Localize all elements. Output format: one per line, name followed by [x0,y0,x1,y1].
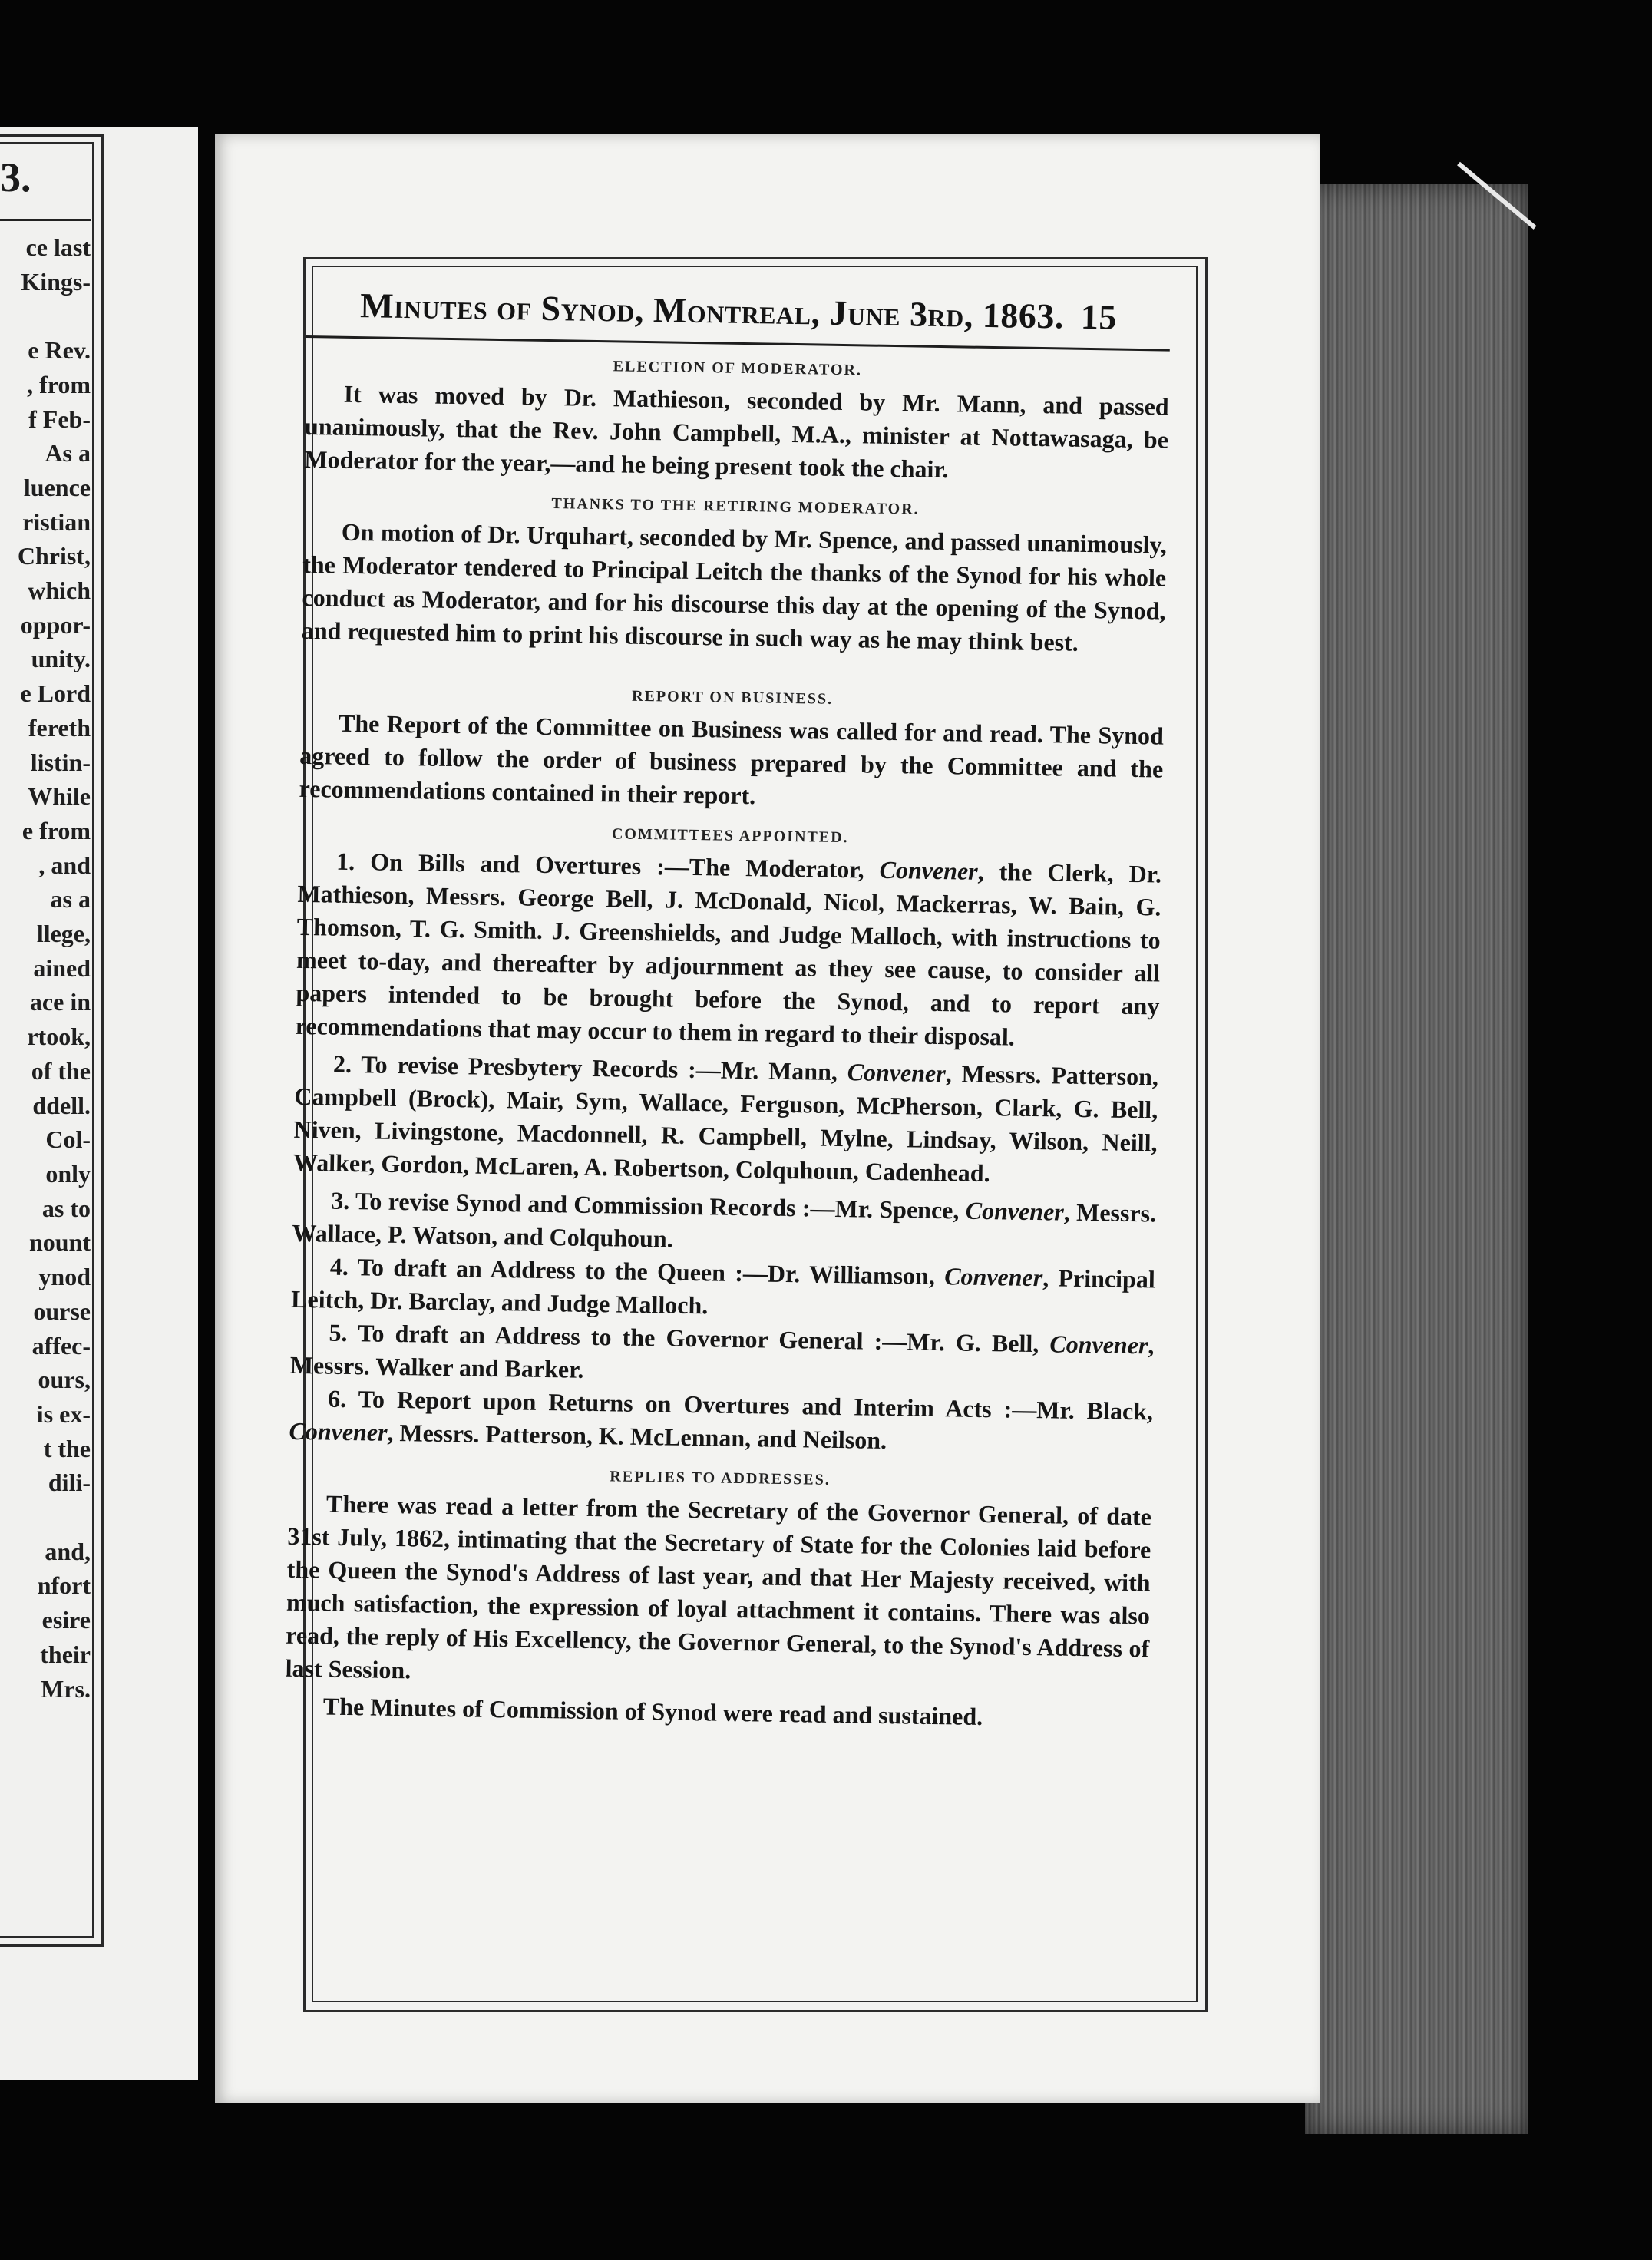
previous-page-line: , and [38,851,91,879]
previous-page-line: ynod [38,1263,91,1291]
section-title-business: REPORT ON BUSINESS. [631,687,834,708]
paragraph-thanks: On motion of Dr. Urquhart, seconded by Mr. Spence, and passed unanimously, the Moderator tendered to Principal Leitch the thanks of the Synod for his whole conduct as Moderator, and for his discourse this day at the opening of the Synod, and requested him to print his discourse in such way as he may think best. [301,517,1168,656]
previous-page-line: As a [45,439,91,468]
previous-page-line: e from [21,816,91,844]
previous-page-line: ourse [33,1297,91,1325]
committee-role: Convener [847,1058,947,1088]
previous-page-line: t the [43,1434,91,1462]
previous-page-line [0,299,91,333]
previous-page-line: While [28,782,91,811]
previous-page-line: fereth [28,713,91,742]
previous-page-line: dili- [48,1469,91,1497]
previous-page-line: luence [23,473,91,501]
previous-page-line: e Rev. [28,336,91,365]
previous-page-line: llege, [36,920,91,948]
committee-item-text: , Messrs. Patterson, K. McLennan, and Neilson. [387,1418,887,1455]
previous-page-line: esire [41,1606,91,1634]
committee-role: Convener [289,1416,388,1446]
previous-page-line: unity. [31,645,91,673]
previous-page-line: only [45,1159,91,1188]
previous-page-line: Kings- [21,267,91,296]
committee-item-text: 5. To draft an Address to the Governor General :—Mr. G. Bell, [329,1318,1050,1358]
previous-page-line: nount [28,1228,91,1257]
previous-page-line: as to [41,1194,91,1222]
committee-item-text: , Messrs. Walker and Barker. [289,1331,1155,1383]
committee-item [289,1382,1153,1462]
previous-page-header: 3. [0,154,31,200]
previous-page-line: of the [31,1056,91,1085]
previous-page-line: Mrs. [41,1674,91,1703]
previous-page-line: as a [50,885,91,914]
previous-page-line: which [28,577,91,605]
previous-page-line: ce last [25,233,91,261]
paragraph-replies: There was read a letter from the Secretary of the Governor General, of date 31st July, 1862, intimating that the Secretary of State for the Colonies laid before the Queen the Synod's Address of last year, and that Her Majesty received, with much satisfaction, the expression of loyal attachment it contains. There was also read, the reply of His Excellency, the Governor General, to the Synod's Address of last Session. [285,1489,1152,1684]
previous-page-line: ained [33,953,91,982]
committee-item-text: 4. To draft an Address to the Queen :—Dr. Williamson, [329,1252,945,1290]
previous-page-line: listin- [30,748,91,776]
committee-role: Convener [965,1196,1065,1226]
section-title-replies: REPLIES TO ADDRESSES. [610,1468,831,1488]
previous-page-line: ristian [22,507,91,536]
committee-item-text: 3. To revise Synod and Commission Records :—Mr. Spence, [330,1186,966,1224]
committee-item-text: 6. To Report upon Returns on Overtures and Interim Acts :—Mr. Black, [327,1384,1154,1426]
section-title-thanks: THANKS TO THE RETIRING MODERATOR. [551,495,920,518]
committee-item-text: 1. On Bills and Overtures :—The Moderator, [335,847,880,884]
previous-page-line: and, [45,1537,91,1565]
committee-item [293,1047,1159,1193]
section-title-election: ELECTION OF MODERATOR. [613,358,863,379]
previous-page-line: f Feb- [28,405,91,433]
previous-page-line: Christ, [17,542,91,570]
committee-role: Convener [1049,1330,1148,1360]
section-title-committees: COMMITTEES APPOINTED. [611,825,849,847]
previous-page-line: ace in [29,988,91,1016]
committee-item-text: , Principal Leitch, Dr. Barclay, and Judge Malloch. [290,1264,1156,1320]
committee-role: Convener [879,855,978,885]
previous-page-line: e Lord [20,679,91,708]
committee-role: Convener [943,1262,1043,1292]
previous-page-line: ours, [38,1366,91,1394]
previous-page-line [0,1500,91,1535]
previous-page-line: affec- [31,1331,91,1360]
page-content [285,284,1171,1736]
previous-page-line: their [40,1640,91,1668]
previous-page-line: nfort [37,1571,91,1600]
previous-page-text [0,230,91,1706]
previous-page-header-rule [0,219,91,221]
committee-item-text: , Messrs. Patterson, Campbell (Brock), Mair, Sym, Wallace, Ferguson, McPherson, Clark, G. Bell, Niven, Livingstone, Macdonnell, R. Campbell, Mylne, Lindsay, Wilson, Neill, Walker, Gordon, McLaren, A. Robertson, Colquhoun, Cadenhead. [292,1059,1159,1188]
running-header-title: Minutes of Synod, Montreal, June 3rd, 1863. [359,286,1065,336]
committee-item-text: , Messrs. Wallace, P. Watson, and Colquhoun. [292,1198,1157,1253]
previous-page-line: ddell. [32,1091,91,1119]
previous-page-line: rtook, [27,1023,91,1051]
paragraph-election: It was moved by Dr. Mathieson, seconded by Mr. Mann, and passed unanimously, that the Rev. John Campbell, M.A., minister at Nottawasaga, be Moderator for the year,—and he being present took the chair. [304,379,1169,484]
committee-item [295,844,1161,1056]
previous-page-line: oppor- [20,610,91,639]
committee-item-text: 2. To revise Presbytery Records :—Mr. Mann, [332,1049,848,1086]
paragraph-business: The Report of the Committee on Business was called for and read. The Synod agreed to follow the order of business prepared by the Committee and the recommendations contained in their report. [299,709,1165,810]
previous-page-line: Col- [45,1125,91,1154]
paragraph-closing: The Minutes of Commission of Synod were read and sustained. [322,1692,983,1731]
page-number: 15 [1080,296,1118,337]
committee-item-text: , the Clerk, Dr. Mathieson, Messrs. George Bell, J. McDonald, Nicol, Mackerras, W. Bain, G. Thomson, T. G. Smith. J. Greenshields, and Judge Malloch, with instructions to meet to-day, and thereafter by adjournment as they see cause, to consider all papers intended to be brought before the Synod, and to report any recommendations that may occur to them in regard to their disposal. [295,857,1162,1051]
book-page-edges [1305,184,1528,2134]
previous-page-line: is ex- [36,1399,91,1428]
previous-page-line: , from [27,370,91,398]
